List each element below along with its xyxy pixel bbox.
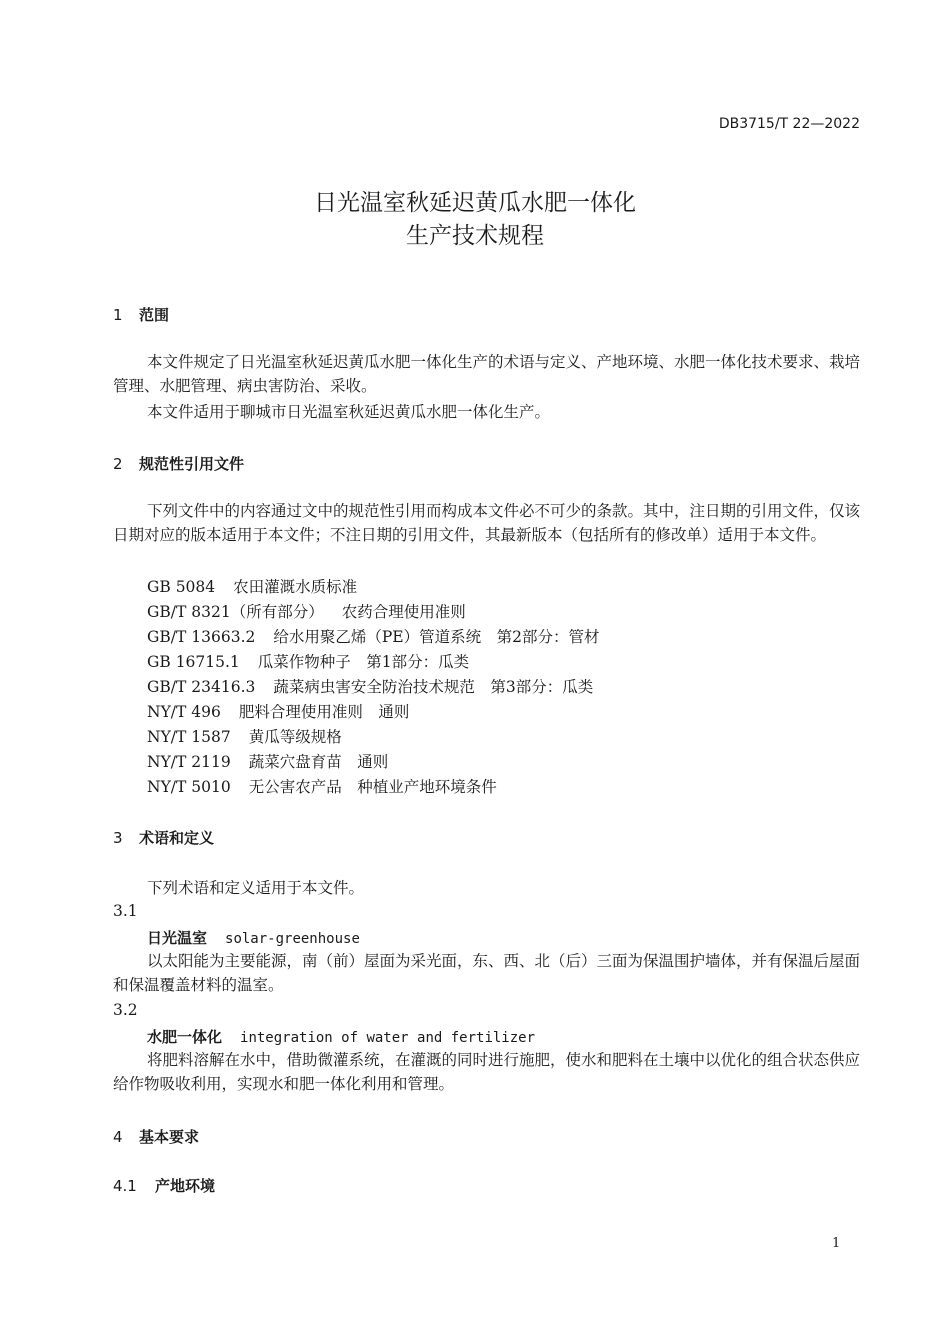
section-title: 产地环境 <box>155 1177 216 1195</box>
reference-item <box>147 575 357 597</box>
section-number: 3 <box>113 829 123 847</box>
section-number: 4 <box>113 1128 123 1146</box>
reference-item <box>147 625 599 647</box>
section-3-heading <box>113 827 214 848</box>
section-1-paragraph-2: 本文件适用于聊城市日光温室秋延迟黄瓜水肥一体化生产。 <box>147 403 551 421</box>
term-definition: 以太阳能为主要能源，南（前）屋面为采光面，东、西、北（后）三面为保温围护墙体，并有保温后屋面和保温覆盖材料的温室。 <box>113 952 861 994</box>
reference-title: 蔬菜病虫害安全防治技术规范 第3部分：瓜类 <box>273 678 594 696</box>
reference-code: GB/T 8321（所有部分） <box>147 603 324 621</box>
reference-item <box>147 700 409 722</box>
reference-title: 肥料合理使用准则 通则 <box>238 703 410 721</box>
page-number: 1 <box>832 1236 841 1251</box>
section-1-heading <box>113 304 169 325</box>
reference-code: NY/T 1587 <box>147 728 231 746</box>
reference-title: 农田灌溉水质标准 <box>233 578 358 596</box>
section-2-paragraph-1: 下列文件中的内容通过文中的规范性引用而构成本文件必不可少的条款。其中，注日期的引用文件，仅该日期对应的版本适用于本文件；不注日期的引用文件，其最新版本（包括所有的修改单）适用于本文件。 <box>113 502 861 544</box>
reference-title: 农药合理使用准则 <box>341 603 466 621</box>
section-number: 2 <box>113 455 123 473</box>
reference-code: NY/T 2119 <box>147 753 231 771</box>
term-definition: 将肥料溶解在水中，借助微灌系统，在灌溉的同时进行施肥，使水和肥料在土壤中以优化的组合状态供应给作物吸收利用，实现水和肥一体化利用和管理。 <box>113 1051 861 1093</box>
section-number: 1 <box>113 306 123 324</box>
reference-code: GB 5084 <box>147 578 216 596</box>
reference-code: GB/T 13663.2 <box>147 628 256 646</box>
reference-title: 黄瓜等级规格 <box>248 728 342 746</box>
section-2-heading <box>113 453 244 474</box>
section-title: 术语和定义 <box>139 829 215 847</box>
section-title: 范围 <box>139 306 170 324</box>
subsection-4-1-heading <box>113 1175 215 1196</box>
term-chinese: 日光温室 <box>147 929 208 947</box>
document-title-line1: 日光温室秋延迟黄瓜水肥一体化 <box>314 190 636 216</box>
term-chinese: 水肥一体化 <box>147 1028 223 1046</box>
reference-title: 瓜菜作物种子 第1部分：瓜类 <box>257 653 470 671</box>
section-3-intro: 下列术语和定义适用于本文件。 <box>147 879 365 897</box>
reference-title: 给水用聚乙烯（PE）管道系统 第2部分：管材 <box>273 628 600 646</box>
reference-item <box>147 600 466 622</box>
section-title: 基本要求 <box>139 1128 200 1146</box>
term-english: solar-greenhouse <box>225 931 360 947</box>
term-number: 3.2 <box>113 1001 138 1019</box>
section-title: 规范性引用文件 <box>139 455 245 473</box>
document-title-line2: 生产技术规程 <box>406 223 544 249</box>
reference-title: 无公害农产品 种植业产地环境条件 <box>248 778 497 796</box>
reference-code: NY/T 5010 <box>147 778 231 796</box>
reference-title: 蔬菜穴盘育苗 通则 <box>248 753 389 771</box>
section-1-paragraph-1: 本文件规定了日光温室秋延迟黄瓜水肥一体化生产的术语与定义、产地环境、水肥一体化技术要求、栽培管理、水肥管理、病虫害防治、采收。 <box>113 353 861 395</box>
term-number: 3.1 <box>113 902 138 920</box>
section-number: 4.1 <box>113 1177 137 1195</box>
reference-code: NY/T 496 <box>147 703 221 721</box>
term-english: integration of water and fertilizer <box>240 1030 536 1046</box>
term-heading <box>147 1026 535 1047</box>
reference-code: GB/T 23416.3 <box>147 678 256 696</box>
document-code: DB3715/T 22—2022 <box>718 116 860 132</box>
reference-item <box>147 775 497 797</box>
reference-item <box>147 725 342 747</box>
section-4-heading <box>113 1126 199 1147</box>
reference-item <box>147 650 469 672</box>
reference-item <box>147 750 388 772</box>
term-heading <box>147 927 360 948</box>
reference-code: GB 16715.1 <box>147 653 240 671</box>
reference-item <box>147 675 593 697</box>
